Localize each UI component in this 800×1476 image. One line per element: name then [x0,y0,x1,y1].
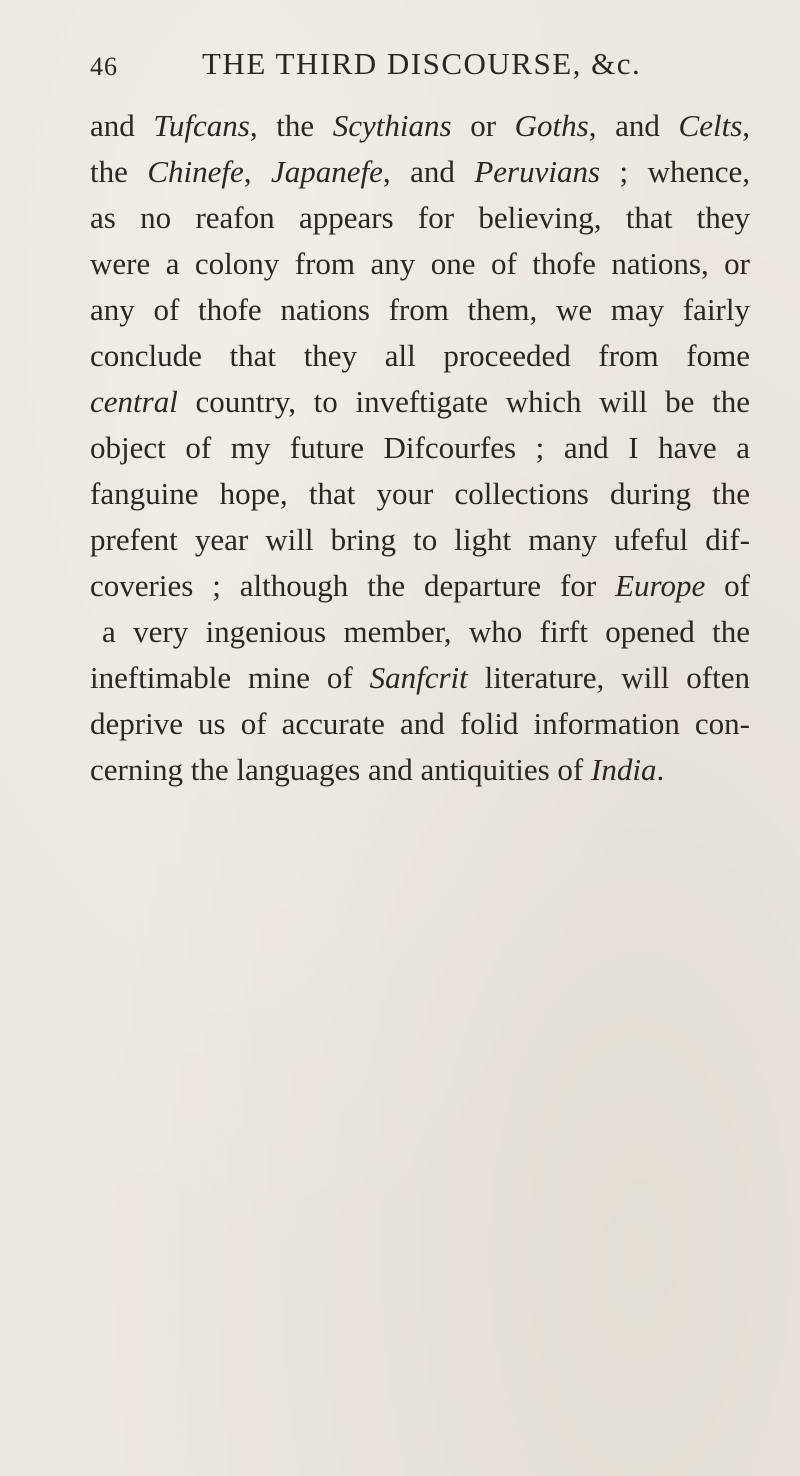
text-run: ineftimable mine of [90,660,370,695]
italic-text: Tufcans [153,108,250,143]
text-line [90,287,750,333]
text-run: country, to inveftigate which will be the [177,384,750,419]
text-line [90,241,750,287]
text-run: of [705,568,751,603]
text-run: . [656,752,665,787]
text-run: object of my future Difcourfes ; and I have a [90,430,750,465]
italic-text: Sanfcrit [369,660,468,695]
text-run: , [742,108,751,143]
italic-text: Europe [615,568,706,603]
text-run: conclude that they all proceeded from fome [90,338,750,373]
text-run: the [90,154,148,189]
text-run: deprive us of accurate and folid information con- [90,706,750,741]
italic-text: Goths [514,108,589,143]
text-line [90,563,750,609]
text-line [90,103,750,149]
italic-text: Peruvians [474,154,601,189]
text-line [90,333,750,379]
text-line [90,609,750,655]
text-run: any of thofe nations from them, we may fairly [90,292,750,327]
text-line [90,517,750,563]
text-run: were a colony from any one of thofe nations, or [90,246,750,281]
text-run: literature, will often [467,660,750,695]
running-title: THE THIRD DISCOURSE, &c. [202,46,642,81]
text-line [90,379,750,425]
page-header [90,46,750,86]
italic-text: Scythians [332,108,452,143]
text-line [90,149,750,195]
text-run: ; whence, [600,154,750,189]
text-run: or [451,108,515,143]
italic-text: central [90,384,178,419]
text-line [90,747,750,793]
text-run: prefent year will bring to light many ufeful dif- [90,522,750,557]
text-run: fanguine hope, that your collections during the [90,476,750,511]
text-run: cerning the languages and antiquities of [90,752,592,787]
text-run: , the [249,108,333,143]
text-run: , [243,154,271,189]
text-line [90,701,750,747]
text-run: , and [588,108,679,143]
text-run: a very ingenious member, who firft opened the [102,614,750,649]
text-run: as no reafon appears for believing, that they [90,200,750,235]
text-line [90,425,750,471]
page-number: 46 [90,52,118,81]
text-run: coveries ; although the departure for [90,568,616,603]
text-line [90,195,750,241]
text-line [90,471,750,517]
italic-text: Chinefe [147,154,244,189]
italic-text: Celts [678,108,743,143]
body-text [90,103,750,793]
italic-text: Japanefe [270,154,383,189]
text-line [90,655,750,701]
text-run: , and [382,154,475,189]
text-run: and [90,108,154,143]
italic-text: India [591,752,657,787]
